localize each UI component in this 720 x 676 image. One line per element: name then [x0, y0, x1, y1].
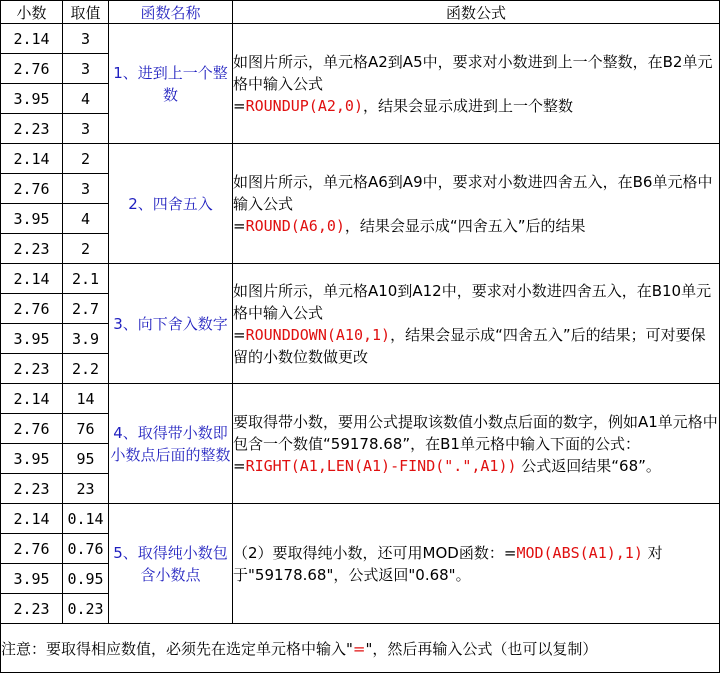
- value-cell[interactable]: 2.7: [63, 294, 109, 324]
- formula-equals: =: [503, 543, 517, 562]
- function-formula-cell[interactable]: [233, 24, 720, 144]
- formula-code: MOD(ABS(A1),1): [516, 543, 643, 562]
- decimal-cell[interactable]: 3.95: [1, 324, 63, 354]
- formula-code: ROUND(A6,0): [245, 216, 345, 235]
- formula-equals: =: [233, 325, 246, 344]
- value-cell[interactable]: 3.9: [63, 324, 109, 354]
- formula-description: 如图片所示，单元格A10到A12中，要求对小数进四舍五入，在B10单元格中输入公式: [233, 281, 712, 322]
- decimal-cell[interactable]: 3.95: [1, 204, 63, 234]
- function-name-cell[interactable]: 3、向下舍入数字: [109, 264, 233, 384]
- formula-equals: =: [233, 96, 246, 115]
- decimal-cell[interactable]: 2.14: [1, 504, 63, 534]
- decimal-cell[interactable]: 2.76: [1, 294, 63, 324]
- decimal-cell[interactable]: 3.95: [1, 444, 63, 474]
- formula-equals: =: [233, 456, 246, 475]
- decimal-cell[interactable]: 2.23: [1, 594, 63, 624]
- function-name-cell[interactable]: 2、四舍五入: [109, 144, 233, 264]
- formula-description: 要取得带小数，要用公式提取该数值小数点后面的数字，例如A1单元格中包含一个数值“59178.68”，在B1单元格中输入下面的公式：: [233, 412, 718, 453]
- value-cell[interactable]: 2.1: [63, 264, 109, 294]
- value-cell[interactable]: 3: [63, 114, 109, 144]
- note-cell[interactable]: [1, 624, 720, 673]
- value-cell[interactable]: 0.76: [63, 534, 109, 564]
- value-cell[interactable]: 3: [63, 54, 109, 84]
- value-cell[interactable]: 95: [63, 444, 109, 474]
- decimal-cell[interactable]: 2.14: [1, 264, 63, 294]
- value-cell[interactable]: 3: [63, 24, 109, 54]
- function-formula-cell[interactable]: [233, 144, 720, 264]
- formula-code: ROUNDDOWN(A10,1): [245, 325, 391, 344]
- function-formula-cell[interactable]: [233, 384, 720, 504]
- formula-code: ROUNDUP(A2,0): [245, 96, 363, 115]
- value-cell[interactable]: 0.14: [63, 504, 109, 534]
- value-cell[interactable]: 4: [63, 204, 109, 234]
- value-cell[interactable]: 2: [63, 234, 109, 264]
- decimal-cell[interactable]: 2.76: [1, 534, 63, 564]
- decimal-cell[interactable]: 2.23: [1, 354, 63, 384]
- formula-code: RIGHT(A1,LEN(A1)-FIND(".",A1)): [245, 456, 517, 475]
- decimal-cell[interactable]: 2.14: [1, 384, 63, 414]
- header-function-name[interactable]: 函数名称: [109, 1, 233, 24]
- decimal-cell[interactable]: 2.76: [1, 174, 63, 204]
- function-name-cell[interactable]: 5、取得纯小数包含小数点: [109, 504, 233, 624]
- decimal-cell[interactable]: 2.23: [1, 114, 63, 144]
- formula-result-text: 对于"59178.68"，公式返回"0.68"。: [233, 543, 663, 584]
- formula-description: 如图片所示，单元格A6到A9中，要求对小数进四舍五入，在B6单元格中输入公式: [233, 172, 713, 213]
- formula-equals: =: [233, 216, 246, 235]
- decimal-cell[interactable]: 2.76: [1, 54, 63, 84]
- formula-description: 如图片所示，单元格A2到A5中，要求对小数进到上一个整数，在B2单元格中输入公式: [233, 52, 713, 93]
- value-cell[interactable]: 2: [63, 144, 109, 174]
- note-equals: =: [352, 639, 366, 658]
- value-cell[interactable]: 0.95: [63, 564, 109, 594]
- value-cell[interactable]: 23: [63, 474, 109, 504]
- table-row: [1, 384, 720, 414]
- value-cell[interactable]: 14: [63, 384, 109, 414]
- formula-result-text: ，结果会显示成“四舍五入”后的结果；可对要保留的小数位数做更改: [233, 325, 706, 366]
- formula-result-text: ，结果会显示成进到上一个整数: [362, 96, 573, 115]
- decimal-cell[interactable]: 3.95: [1, 564, 63, 594]
- decimal-cell[interactable]: 2.23: [1, 234, 63, 264]
- function-name-cell[interactable]: 1、进到上一个整数: [109, 24, 233, 144]
- formula-result-text: 公式返回结果“68”。: [516, 456, 661, 475]
- decimal-cell[interactable]: 2.76: [1, 414, 63, 444]
- value-cell[interactable]: 4: [63, 84, 109, 114]
- note-text-before: 注意：要取得相应数值，必须先在选定单元格中输入": [1, 639, 353, 658]
- note-row: [1, 624, 720, 673]
- table-row: [1, 264, 720, 294]
- decimal-cell[interactable]: 3.95: [1, 84, 63, 114]
- decimal-cell[interactable]: 2.14: [1, 24, 63, 54]
- decimal-cell[interactable]: 2.14: [1, 144, 63, 174]
- formula-description: （2）要取得纯小数，还可用MOD函数：: [233, 543, 504, 562]
- note-text-after: "，然后再输入公式（也可以复制）: [365, 639, 598, 658]
- table-row: [1, 144, 720, 174]
- value-cell[interactable]: 3: [63, 174, 109, 204]
- header-decimal[interactable]: 小数: [1, 1, 63, 24]
- table-row: [1, 24, 720, 54]
- function-formula-cell[interactable]: [233, 504, 720, 624]
- header-function-formula[interactable]: 函数公式: [233, 1, 720, 24]
- function-name-cell[interactable]: 4、取得带小数即小数点后面的整数: [109, 384, 233, 504]
- decimal-cell[interactable]: 2.23: [1, 474, 63, 504]
- formula-result-text: ，结果会显示成“四舍五入”后的结果: [344, 216, 586, 235]
- value-cell[interactable]: 0.23: [63, 594, 109, 624]
- value-cell[interactable]: 76: [63, 414, 109, 444]
- value-cell[interactable]: 2.2: [63, 354, 109, 384]
- header-value[interactable]: 取值: [63, 1, 109, 24]
- header-row: [1, 1, 720, 24]
- table-row: [1, 504, 720, 534]
- function-formula-cell[interactable]: [233, 264, 720, 384]
